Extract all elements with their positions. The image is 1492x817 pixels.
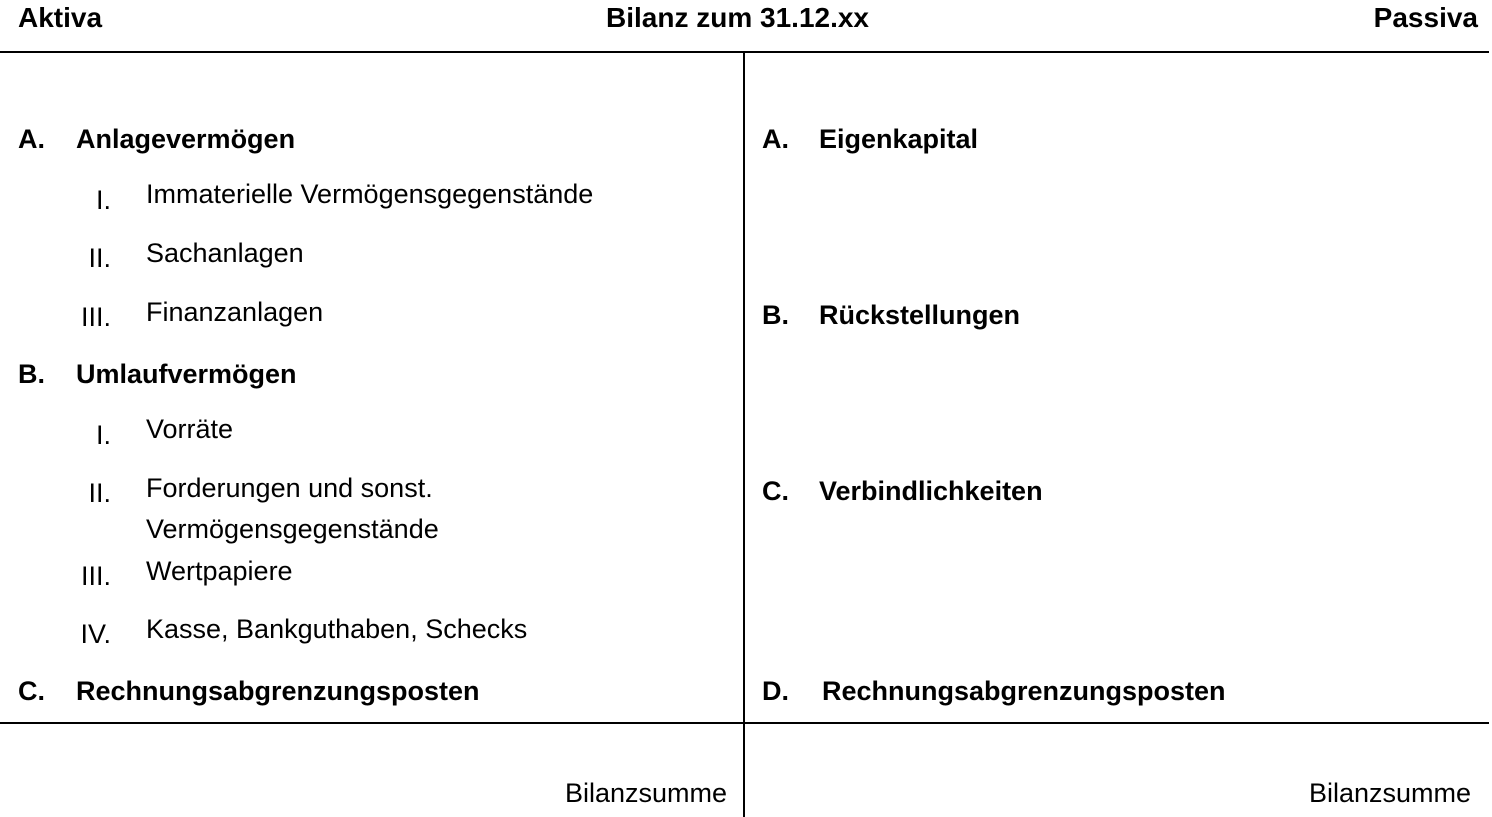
item-label: Vorräte — [146, 414, 234, 444]
item-number: I. — [95, 420, 111, 450]
t-account-divider — [743, 52, 745, 817]
aktiva-section-letter: C. — [18, 676, 45, 706]
aktiva-total-label: Bilanzsumme — [564, 778, 727, 808]
item-label: Immaterielle Vermögensgegenstände — [146, 179, 594, 209]
item-label-line1: Forderungen und sonst. — [146, 473, 433, 503]
item-label-line2: Vermögensgegenstände — [146, 514, 439, 544]
item-label: Sachanlagen — [146, 238, 304, 268]
item-number: III. — [80, 302, 111, 332]
passiva-section-letter: C. — [762, 476, 789, 506]
total-divider — [0, 722, 1489, 724]
passiva-section-label: Rechnungsabgrenzungsposten — [822, 676, 1226, 706]
passiva-section-letter: A. — [762, 124, 789, 154]
item-label: Finanzanlagen — [146, 297, 324, 327]
aktiva-section-letter: A. — [18, 124, 45, 154]
balance-sheet-title: Bilanz zum 31.12.xx — [606, 2, 870, 33]
aktiva-section-label: Umlaufvermögen — [76, 359, 297, 389]
aktiva-section-label: Anlagevermögen — [76, 124, 296, 154]
item-number: I. — [95, 185, 111, 215]
passiva-section-letter: B. — [762, 300, 789, 330]
item-number: IV. — [80, 619, 111, 649]
passiva-total-label: Bilanzsumme — [1308, 778, 1471, 808]
passiva-header: Passiva — [1373, 2, 1478, 33]
passiva-section-letter: D. — [762, 676, 789, 706]
aktiva-section-label: Rechnungsabgrenzungsposten — [76, 676, 480, 706]
item-number: II. — [88, 478, 111, 508]
aktiva-section-letter: B. — [18, 359, 45, 389]
item-number: III. — [80, 561, 111, 591]
item-number: II. — [88, 243, 111, 273]
passiva-section-label: Eigenkapital — [819, 124, 979, 154]
passiva-section-label: Verbindlichkeiten — [819, 476, 1043, 506]
item-label: Kasse, Bankguthaben, Schecks — [146, 614, 528, 644]
passiva-section-label: Rückstellungen — [819, 300, 1021, 330]
aktiva-header: Aktiva — [18, 2, 103, 33]
item-label: Wertpapiere — [146, 556, 293, 586]
